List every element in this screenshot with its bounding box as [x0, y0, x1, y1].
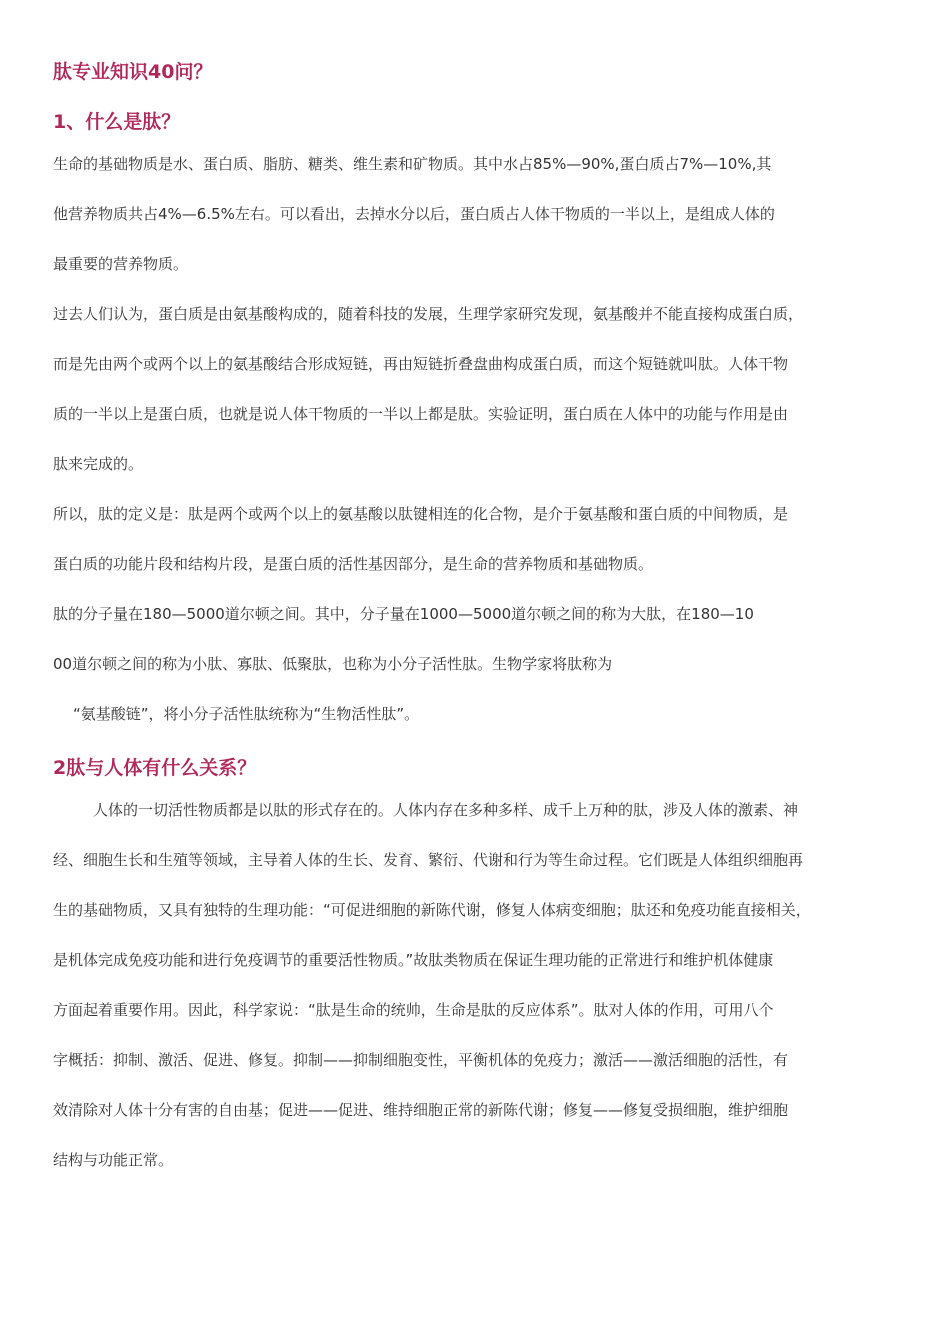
- text-line: 00道尔顿之间的称为小肽、寡肽、低聚肽，也称为小分子活性肽。生物学家将肽称为: [53, 655, 613, 673]
- text-line: 人体的一切活性物质都是以肽的形式存在的。人体内存在多种多样、成千上万种的肽，涉及人体的激素、神: [93, 801, 799, 819]
- text-line: 生命的基础物质是水、蛋白质、脂肪、糖类、维生素和矿物质。其中水占85%—90%,蛋白质占7%—10%,其: [53, 155, 772, 173]
- paragraph-peptide-functions: [53, 785, 903, 1185]
- paragraph-peptide-definition: [53, 489, 903, 589]
- paragraph-protein-structure: [53, 289, 903, 489]
- paragraph-molecular-weight: [53, 589, 903, 689]
- text-line: 是机体完成免疫功能和进行免疫调节的重要活性物质。”故肽类物质在保证生理功能的正常进行和维护机体健康: [53, 951, 774, 969]
- paragraph-amino-acid-chain: [53, 689, 903, 739]
- text-line: “氨基酸链”，将小分子活性肽统称为“生物活性肽”。: [73, 705, 420, 723]
- text-line: 经、细胞生长和生殖等领域，主导着人体的生长、发育、繁衍、代谢和行为等生命过程。它们既是人体组织细胞再: [53, 851, 804, 869]
- section-heading-peptide-and-body: 2肽与人体有什么关系？: [53, 757, 257, 779]
- text-line: 字概括：抑制、激活、促进、修复。抑制——抑制细胞变性，平衡机体的免疫力；激活——激活细胞的活性，有: [53, 1051, 789, 1069]
- text-line: 而是先由两个或两个以上的氨基酸结合形成短链，再由短链折叠盘曲构成蛋白质，而这个短链就叫肽。人体干物: [53, 355, 789, 373]
- text-line: 肽来完成的。: [53, 455, 144, 473]
- document-page: [53, 55, 903, 1185]
- text-line: 结构与功能正常。: [53, 1151, 174, 1169]
- text-line: 生的基础物质，又具有独特的生理功能：“可促进细胞的新陈代谢，修复人体病变细胞；肽还和免疫功能直接相关，: [53, 901, 811, 919]
- text-line: 肽的分子量在180—5000道尔顿之间。其中，分子量在1000—5000道尔顿之间的称为大肽，在180—10: [53, 605, 754, 623]
- text-line: 他营养物质共占4%—6.5%左右。可以看出，去掉水分以后，蛋白质占人体干物质的一半以上，是组成人体的: [53, 205, 775, 223]
- section-heading-what-is-peptide: 1、什么是肽？: [53, 111, 181, 133]
- document-title: 肽专业知识40问？: [53, 61, 213, 83]
- text-line: 蛋白质的功能片段和结构片段，是蛋白质的活性基因部分，是生命的营养物质和基础物质。: [53, 555, 654, 573]
- text-line: 过去人们认为，蛋白质是由氨基酸构成的，随着科技的发展，生理学家研究发现，氨基酸并不能直接构成蛋白质，: [53, 305, 804, 323]
- text-line: 最重要的营养物质。: [53, 255, 189, 273]
- text-line: 方面起着重要作用。因此，科学家说：“肽是生命的统帅，生命是肽的反应体系”。肽对人体的作用，可用八个: [53, 1001, 774, 1019]
- paragraph-basic-substances: [53, 139, 903, 289]
- text-line: 所以，肽的定义是：肽是两个或两个以上的氨基酸以肽键相连的化合物，是介于氨基酸和蛋白质的中间物质，是: [53, 505, 789, 523]
- text-line: 效清除对人体十分有害的自由基；促进——促进、维持细胞正常的新陈代谢；修复——修复受损细胞，维护细胞: [53, 1101, 789, 1119]
- text-line: 质的一半以上是蛋白质，也就是说人体干物质的一半以上都是肽。实验证明，蛋白质在人体中的功能与作用是由: [53, 405, 789, 423]
